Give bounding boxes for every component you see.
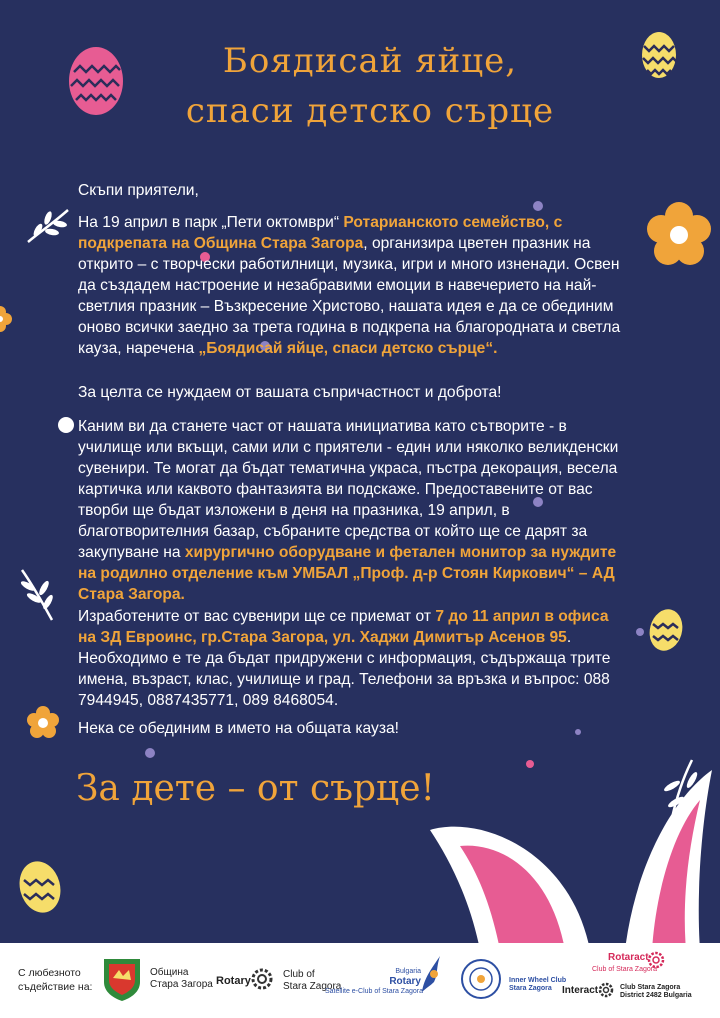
paragraph-3-text: Каним ви да станете част от нашата инициатива като сътворите - в училище или вкъщи, сами или с приятели - един или няколко великденски сувенири. Те могат да бъдат тематична украса, пъстра декорация, весела картичка или каквото фантазията ви подскаже. Предоставените от вас творби ще бъдат изложени в деня на празника, 19 април, в благотворителния базар, събраните средства от който ще се дарят за закупуване на bbox=[78, 418, 619, 561]
municipality-logo-text bbox=[150, 967, 213, 991]
interact-club-text bbox=[620, 984, 692, 1000]
paragraph-1-text: , организира цветен празник на открито – с творчески работилници, музика, игри и много изненади. Освен да създадем настроение и незабравими емоции в навечерието на най-светлия празник – Възкресение Христово, нашата идея е да се обединим оново всички заедно за трета година в подкрепа на благородната и светла кауза, наречена bbox=[78, 235, 621, 357]
eclub-logo-text bbox=[324, 968, 423, 996]
inner-wheel-text bbox=[509, 977, 566, 993]
rotaract-club-text: Club of Stara Zagora bbox=[592, 966, 657, 973]
greeting: Скъпи приятели, bbox=[78, 182, 199, 199]
title-line-2: спаси детско сърце bbox=[185, 91, 555, 131]
eclub-name: Satellite e-Club of Stara Zagora bbox=[324, 988, 423, 995]
title-line-1: Боядисай яйце, bbox=[222, 41, 518, 81]
interact-club-name: Club Stara Zagora bbox=[620, 984, 681, 991]
rotary-club-city: Stara Zagora bbox=[283, 981, 342, 992]
paragraph-1-highlight: Ротарианското семейство, с подкрепата на Община Стара Загора bbox=[78, 214, 563, 252]
rotary-logo-text: Rotary bbox=[216, 975, 251, 987]
municipality-crest-icon bbox=[101, 956, 143, 1002]
page-title bbox=[180, 36, 560, 136]
municipality-name: Община bbox=[150, 967, 189, 978]
paragraph-3 bbox=[78, 416, 626, 605]
inner-wheel-city: Stara Zagora bbox=[509, 985, 552, 992]
paragraph-1 bbox=[78, 212, 626, 359]
rotary-club-line: Club of bbox=[283, 969, 315, 980]
inner-wheel-name: Inner Wheel Club bbox=[509, 977, 567, 984]
paragraph-4 bbox=[78, 606, 626, 711]
rotary-wheel-icon bbox=[251, 968, 273, 990]
paragraph-2: За целта се нуждаем от вашата съпричастност и доброта! bbox=[78, 384, 502, 401]
interact-logo-text: Interact bbox=[562, 985, 599, 996]
interact-district: District 2482 Bulgaria bbox=[620, 992, 692, 999]
paragraph-1-text: На 19 април в парк „Пети октомври“ bbox=[78, 214, 344, 231]
paragraph-4-text: . Необходимо е те да бъдат придружени с информация, съдържаща трите имена, възраст, клас, училище и град. Телефони за връзка и въпрос: 088 7944945, 0887435771, 089 8468054. bbox=[78, 629, 611, 709]
eclub-rotary: Rotary bbox=[389, 976, 421, 987]
paragraph-5: Нека се обединим в името на общата кауза! bbox=[78, 720, 399, 737]
sponsors-note: С любезното съдействие на: bbox=[18, 967, 93, 993]
donation-purpose-highlight: хирургично оборудване и фетален монитор за нуждите на родилно отделение към УМБАЛ „Проф. д-р Стоян Киркович“ – АД Стара Загора. bbox=[78, 544, 617, 603]
interact-wheel-icon bbox=[598, 982, 614, 998]
paragraph-4-text: Изработените от вас сувенири ще се приемат от bbox=[78, 608, 436, 625]
collection-place-highlight: 7 до 11 април в офиса на ЗД Евроинс, гр.Стара Загора, ул. Хаджи Димитър Асенов 95 bbox=[78, 608, 609, 646]
campaign-name-highlight: „Боядисай яйце, спаси детско сърце“. bbox=[198, 340, 498, 357]
rotaract-logo-text: Rotaract bbox=[608, 952, 649, 963]
slogan: За дете – от сърце! bbox=[76, 768, 435, 809]
eclub-country: Bulgaria bbox=[395, 968, 421, 975]
municipality-city: Стара Загора bbox=[150, 979, 213, 990]
inner-wheel-emblem-icon bbox=[460, 958, 502, 1000]
